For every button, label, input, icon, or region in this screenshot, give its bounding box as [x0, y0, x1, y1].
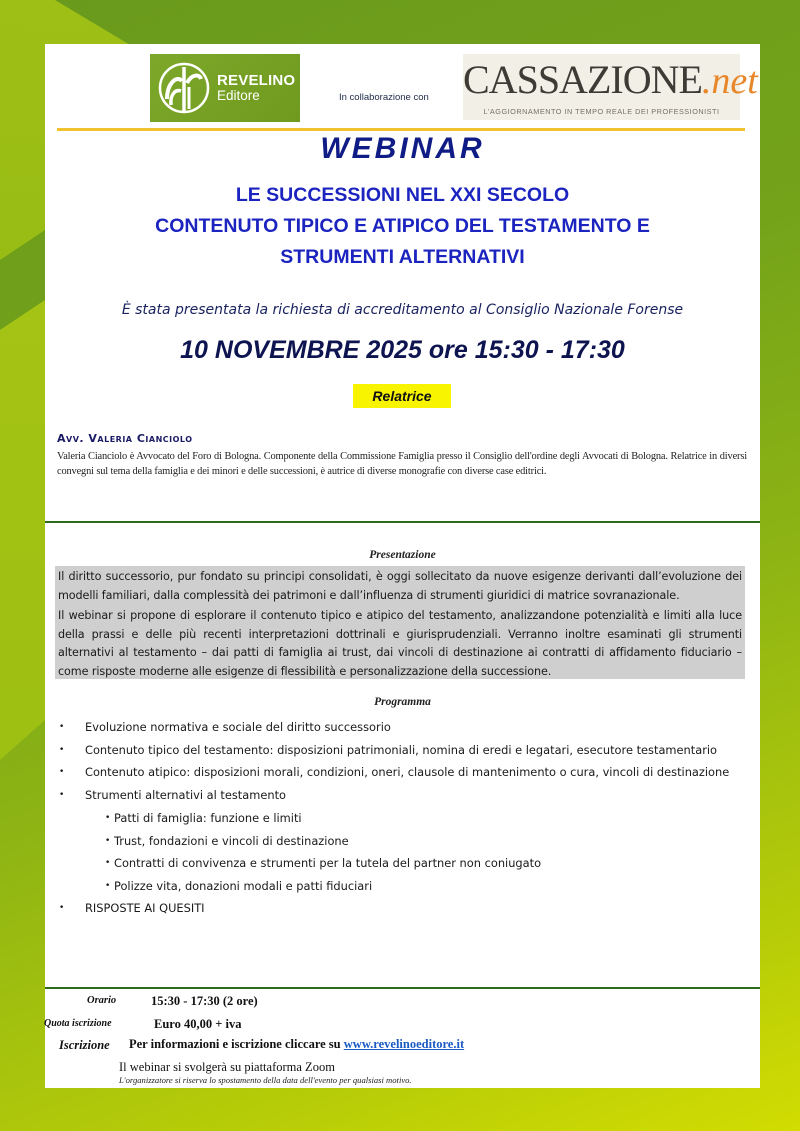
program-item — [59, 898, 749, 920]
program-item — [59, 717, 749, 739]
event-title-line: LE SUCCESSIONI NEL XXI SECOLO — [235, 184, 570, 206]
partner-name: CASSAZIONE — [463, 57, 702, 102]
program-subitem: • Contratti di convivenza e strumenti per la tutela del partner non coniugato — [85, 852, 749, 875]
program-item-text: RISPOSTE AI QUESITI — [85, 901, 205, 915]
iscrizione-text: Per informazioni e iscrizione cliccare su — [129, 1037, 344, 1051]
quota-value: Euro 40,00 + iva — [154, 1017, 242, 1031]
quota-label: Quota iscrizione — [44, 1018, 112, 1029]
accreditation-note: È stata presentata la richiesta di accreditamento al Consiglio Nazionale Forense — [121, 302, 684, 318]
speaker-name: Avv. Valeria Cianciolo — [57, 432, 193, 445]
presentation-paragraph: Il webinar si propone di esplorare il contenuto tipico e atipico del testamento, analizzandone potenzialità e limiti alla luce della prassi e delle più recenti interpretazioni dottrinali e giurisprudenziali. Verranno inoltre esaminati gli strumenti alternativi al testamento – dai patti di famiglia ai trust, dai vincoli di destinazione ai contratti di affidamento fiduciario – come risposte moderne alle esigenze di flessibilità e personalizzazione della successione. — [58, 609, 742, 678]
presentation-heading: Presentazione — [369, 549, 436, 561]
program-heading: Programma — [374, 696, 431, 708]
program-item-text: Contenuto tipico del testamento: disposizioni patrimoniali, nomina di eredi e legatari, esecutore testamentario — [85, 742, 718, 757]
event-title-line: CONTENUTO TIPICO E ATIPICO DEL TESTAMENTO E — [155, 215, 650, 237]
revelino-emblem-icon — [157, 61, 211, 115]
presentation-paragraph: Il diritto successorio, pur fondato su principi consolidati, è oggi sollecitato da nuove esigenze derivanti dall’evoluzione dei modelli familiari, dalla complessità dei patrimoni e dall’influenza di strumenti giuridici di matrice sovranazionale. — [58, 570, 742, 602]
publisher-name: REVELINO — [217, 72, 296, 90]
program-item — [59, 762, 749, 784]
speaker-badge: Relatrice — [353, 384, 451, 408]
program-item-text: Contenuto atipico: disposizioni morali, condizioni, oneri, clausole di mantenimento o cura, vincoli di destinazione — [85, 765, 730, 779]
event-date-time: 10 NOVEMBRE 2025 ore 15:30 - 17:30 — [180, 336, 625, 364]
program-subitem: • Trust, fondazioni e vincoli di destinazione — [85, 830, 749, 853]
registration-link[interactable]: www.revelinoeditore.it — [343, 1037, 465, 1051]
collaboration-text: In collaborazione con — [339, 92, 429, 103]
event-type: WEBINAR — [320, 132, 485, 165]
flyer-panel — [45, 44, 760, 1088]
program-subitem: • Polizze vita, donazioni modali e patti fiduciari — [85, 875, 749, 898]
section-divider — [45, 987, 760, 989]
section-divider — [45, 521, 760, 523]
program-list — [59, 717, 749, 921]
platform-note: Il webinar si svolgerà su piattaforma Zoom — [119, 1060, 335, 1074]
program-item — [59, 740, 749, 762]
event-title-line: STRUMENTI ALTERNATIVI — [280, 246, 525, 268]
orario-value: 15:30 - 17:30 (2 ore) — [151, 994, 258, 1008]
gold-divider — [57, 128, 745, 131]
cassazione-logo — [463, 54, 758, 120]
header — [45, 44, 760, 128]
orario-label: Orario — [87, 995, 117, 1006]
program-item-text: Evoluzione normativa e sociale del diritto successorio — [85, 720, 391, 734]
partner-suffix: .net — [701, 60, 758, 102]
publisher-subname: Editore — [217, 87, 260, 103]
iscrizione-info — [129, 1037, 464, 1052]
program-subitem: • Patti di famiglia: funzione e limiti — [85, 807, 749, 830]
event-title — [45, 180, 760, 273]
iscrizione-label: Iscrizione — [59, 1038, 110, 1052]
disclaimer: L'organizzatore si riserva lo spostamento della data dell'evento per qualsiasi motivo. — [119, 1075, 412, 1085]
program-item — [59, 785, 749, 898]
speaker-bio: Valeria Cianciolo è Avvocato del Foro di Bologna. Componente della Commissione Famiglia presso il Consiglio dell'ordine degli Avvocati di Bologna. Relatrice in diversi convegni sul tema della famiglia e dei minori e delle successioni, è autrice di diverse monografie con diverse case editrici. — [57, 451, 747, 477]
partner-tagline: L'AGGIORNAMENTO IN TEMPO REALE DEI PROFESSIONISTI — [483, 107, 720, 116]
program-item-text: Strumenti alternativi al testamento — [85, 787, 287, 802]
program-sublist — [85, 807, 749, 897]
presentation-box — [55, 566, 745, 679]
revelino-logo — [150, 54, 300, 122]
